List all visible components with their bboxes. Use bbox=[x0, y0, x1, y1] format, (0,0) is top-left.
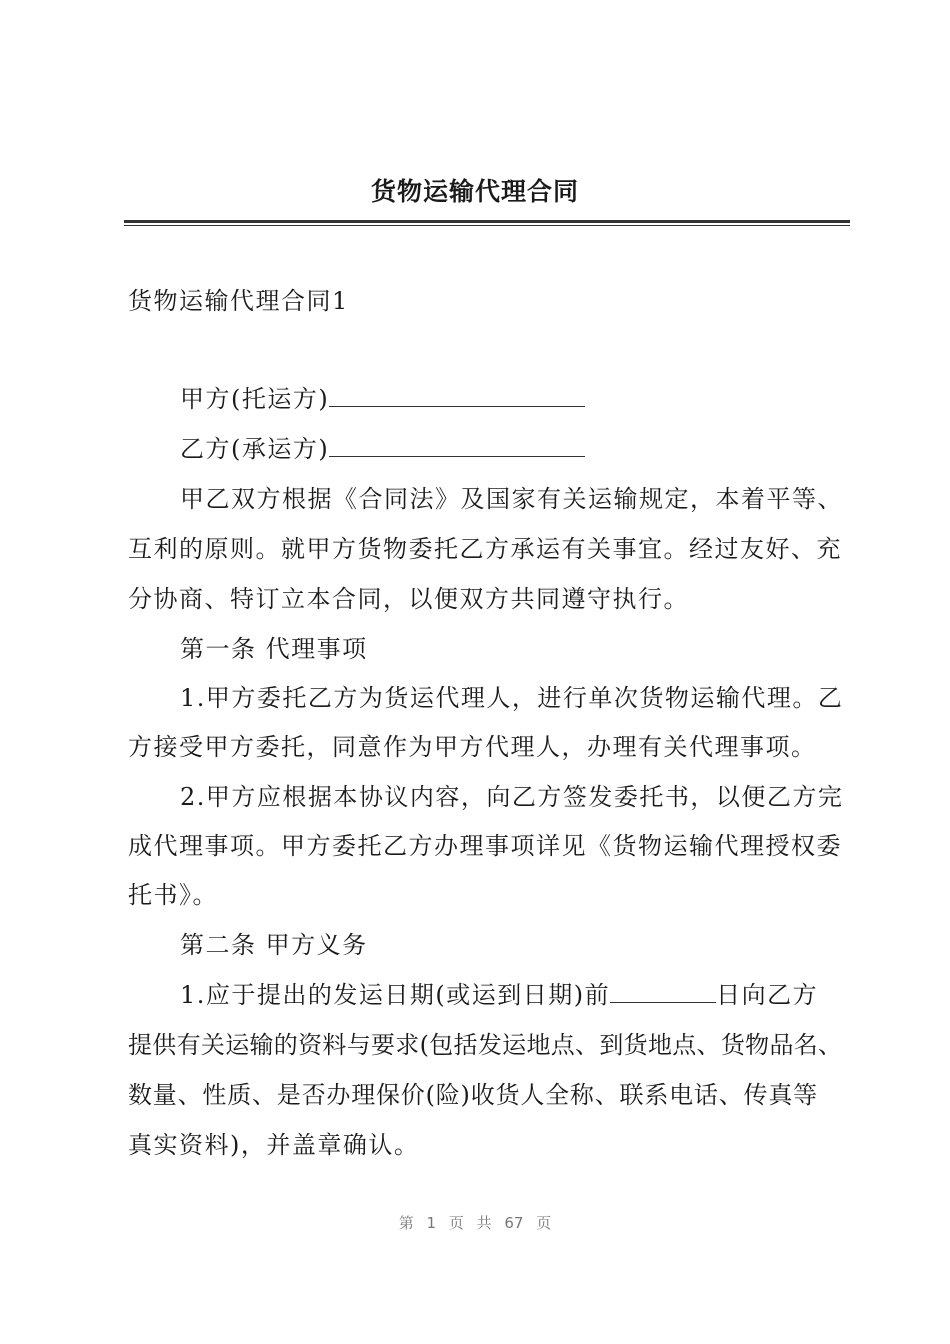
party-b-blank bbox=[329, 432, 585, 457]
paragraph-line: 互利的原则。就甲方货物委托乙方承运有关事宜。经过友好、充 bbox=[128, 535, 842, 563]
paragraph-line: 方接受甲方委托，同意作为甲方代理人，办理有关代理事项。 bbox=[128, 733, 817, 761]
paragraph-line: 2.甲方应根据本协议内容，向乙方签发委托书，以便乙方完 bbox=[180, 783, 844, 811]
paragraph-line: 成代理事项。甲方委托乙方办理事项详见《货物运输代理授权委 bbox=[128, 832, 842, 860]
paragraph-line: 分协商、特订立本合同，以便双方共同遵守执行。 bbox=[128, 585, 689, 613]
document-title: 货物运输代理合同 bbox=[370, 177, 579, 206]
paragraph-line bbox=[180, 978, 844, 1012]
article-heading: 第一条 代理事项 bbox=[180, 635, 368, 663]
date-clause: 1.应于提出的发运日期(或运到日期)前 bbox=[180, 981, 611, 1009]
paragraph-line: 托书》。 bbox=[128, 881, 218, 909]
paragraph-line: 数量、性质、是否办理保价(险)收货人全称、联系电话、传真等 bbox=[128, 1081, 818, 1109]
party-a-label: 甲方(托运方) bbox=[180, 385, 330, 413]
party-b-line bbox=[180, 432, 844, 466]
page-footer: 第 1 页 共 67 页 bbox=[398, 1214, 552, 1232]
party-a-blank bbox=[329, 382, 585, 407]
paragraph-line: 真实资料)，并盖章确认。 bbox=[128, 1131, 420, 1159]
paragraph-line: 提供有关运输的资料与要求(包括发运地点、到货地点、货物品名、 bbox=[128, 1031, 843, 1059]
date-clause-end: 日向乙方 bbox=[716, 981, 819, 1009]
title-divider bbox=[124, 220, 850, 226]
days-blank bbox=[610, 978, 716, 1003]
paragraph-line: 1.甲方委托乙方为货运代理人，进行单次货物运输代理。乙 bbox=[180, 684, 844, 712]
article-heading: 第二条 甲方义务 bbox=[180, 931, 368, 959]
paragraph-line: 甲乙双方根据《合同法》及国家有关运输规定，本着平等、 bbox=[180, 485, 843, 513]
document-subtitle: 货物运输代理合同1 bbox=[128, 287, 349, 315]
party-b-label: 乙方(承运方) bbox=[180, 435, 330, 463]
party-a-line bbox=[180, 382, 844, 416]
